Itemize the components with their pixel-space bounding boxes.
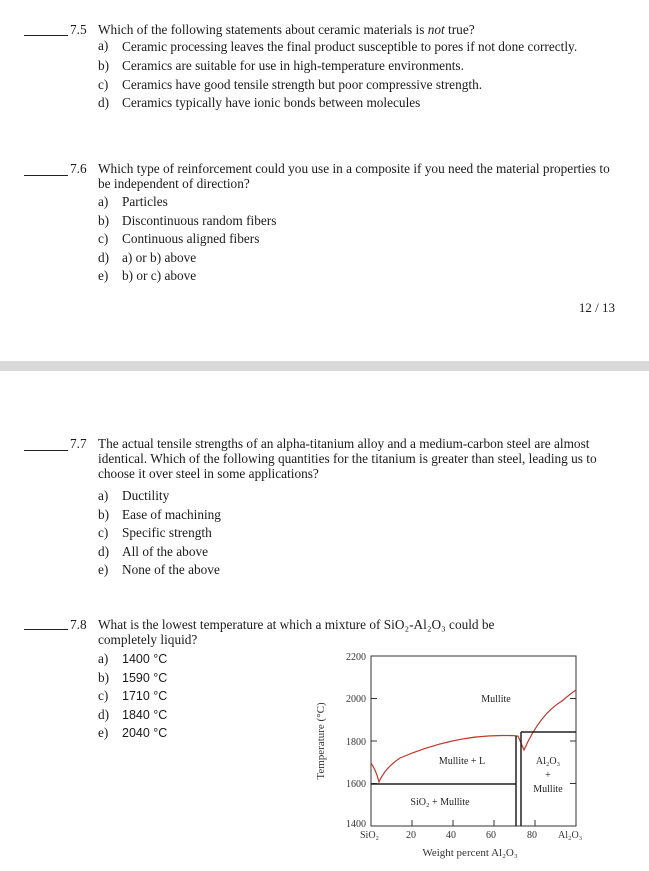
option-a[interactable]: a) Particles <box>98 194 168 209</box>
y-tick-label: 2200 <box>346 652 366 663</box>
answer-blank[interactable] <box>24 35 68 36</box>
y-tick-label: 1800 <box>346 737 366 748</box>
option-a[interactable]: a) Ceramic processing leaves the final product susceptible to pores if not done correctly. <box>98 38 578 54</box>
options-list <box>98 193 276 286</box>
question-number: 7.7 <box>70 436 87 451</box>
y-axis-title: Temperature (°C) <box>315 702 327 780</box>
x-tick-label: 60 <box>486 830 496 841</box>
option-e[interactable]: e) b) or c) above <box>98 268 197 284</box>
option-b[interactable]: b) Ease of machining <box>98 506 221 522</box>
x-axis-title: Weight percent Al₂O₃ <box>422 847 518 859</box>
plot-frame <box>371 656 576 826</box>
option-e[interactable]: e) 2040 °C <box>98 725 168 741</box>
option-b[interactable]: b) Discontinuous random fibers <box>98 212 277 228</box>
answer-blank[interactable] <box>24 629 68 630</box>
question-stem: Which type of reinforcement could you use in a composite if you need the material properties to be independent of direction? <box>98 161 610 192</box>
option-a[interactable]: a) Ductility <box>98 488 170 503</box>
region-label-mullite: Mullite <box>481 694 511 705</box>
question-number: 7.8 <box>70 617 87 632</box>
liquidus-curve-right <box>518 690 576 750</box>
options-list <box>98 38 592 113</box>
question-number: 7.5 <box>70 22 87 37</box>
stem-line-1: What is the lowest temperature at which a mixture of SiO₂-Al₂O₃ could be <box>98 617 495 632</box>
y-tick-label: 1600 <box>346 779 366 790</box>
option-c[interactable]: c) Continuous aligned fibers <box>98 231 260 247</box>
stem-line-2: completely liquid? <box>98 632 198 648</box>
x-end-label-sio2: SiO₂ <box>360 830 380 841</box>
option-b[interactable]: b) 1590 °C <box>98 669 168 685</box>
region-label-al2o3-mullite: Mullite <box>533 784 563 795</box>
region-label-mullite-liquid: Mullite + L <box>438 756 486 767</box>
option-c[interactable]: c) Specific strength <box>98 525 212 541</box>
options-list <box>98 487 221 580</box>
option-c[interactable]: c) Ceramics have good tensile strength but poor compressive strength. <box>98 76 483 92</box>
question-number: 7.6 <box>70 161 87 176</box>
option-a[interactable]: a) 1400 °C <box>98 651 168 666</box>
page-separator <box>0 361 649 371</box>
answer-blank[interactable] <box>24 175 68 176</box>
x-tick-label: 40 <box>446 830 456 841</box>
x-tick-label: 20 <box>406 830 416 841</box>
options-list <box>98 650 167 743</box>
option-c[interactable]: c) 1710 °C <box>98 688 168 704</box>
region-label-al2o3: Al₂O₃ <box>535 756 561 767</box>
y-tick-label: 2000 <box>346 694 366 705</box>
answer-blank[interactable] <box>24 450 68 451</box>
option-d[interactable]: d) a) or b) above <box>98 249 197 265</box>
x-tick-label: 80 <box>527 830 537 841</box>
option-d[interactable]: d) All of the above <box>98 543 209 559</box>
y-tick-label: 1400 <box>346 819 366 830</box>
option-d[interactable]: d) Ceramics typically have ionic bonds between molecules <box>98 95 421 111</box>
question-stem: Which of the following statements about ceramic materials is not true? <box>98 22 475 37</box>
region-label-plus: + <box>545 770 551 781</box>
option-e[interactable]: e) None of the above <box>98 562 220 578</box>
option-b[interactable]: b) Ceramics are suitable for use in high-temperature environments. <box>98 58 464 73</box>
region-label-sio2-mullite: SiO₂ + Mullite <box>410 797 470 808</box>
question-stem: The actual tensile strengths of an alpha-titanium alloy and a medium-carbon steel are almost identical. Which of the following quantities for the titanium is greater than steel, leading us to choose it over steel in some applications? <box>98 436 597 482</box>
page-indicator: 12 / 13 <box>578 300 615 315</box>
option-d[interactable]: d) 1840 °C <box>98 706 168 722</box>
x-end-label-al2o3: Al₂O₃ <box>558 830 583 841</box>
sio2-al2o3-phase-diagram <box>300 640 610 865</box>
